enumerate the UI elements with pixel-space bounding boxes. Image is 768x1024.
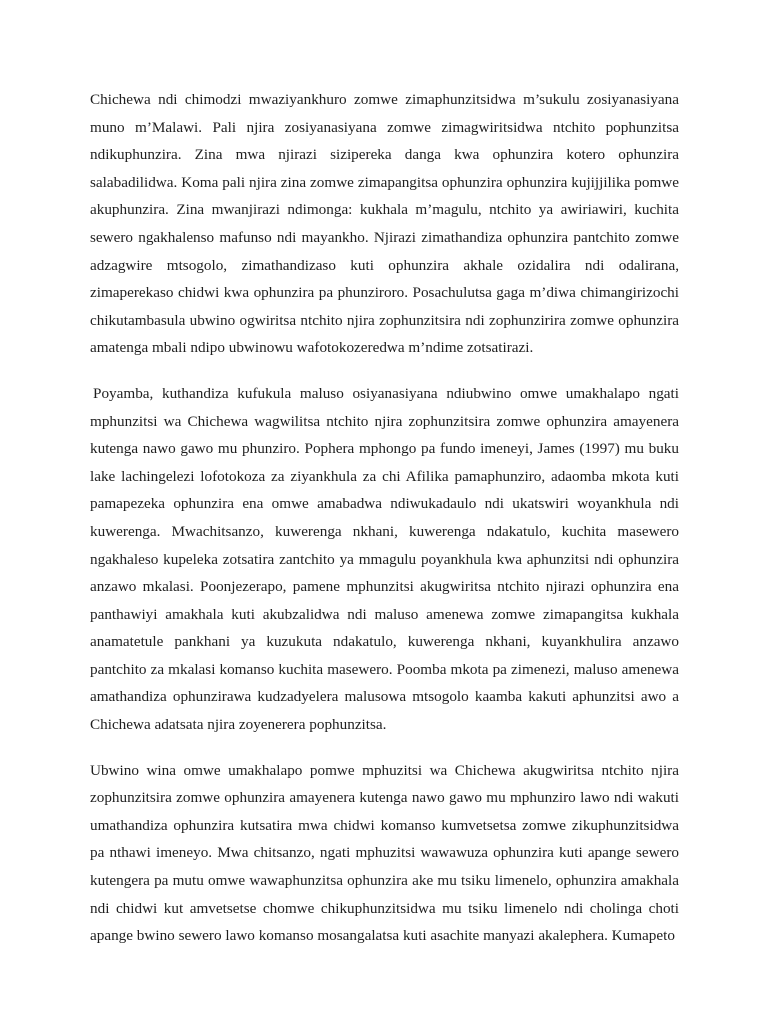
- paragraph-intro: Chichewa ndi chimodzi mwaziyankhuro zomwe zimaphunzitsidwa m’sukulu zosiyanasiyana muno m’Malawi. Pali njira zosiyanasiyana zomwe zimagwiritsidwa ntchito pophunzitsa ndikuphunzira. Zina mwa njirazi sizipereka danga kwa ophunzira kotero ophunzira salabadilidwa. Koma pali njira zina zomwe zimapangitsa ophunzira ophunzira kujijjilika pomwe akuphunzira. Zina mwanjirazi ndimonga: kukhala m’magulu, ntchito ya awiriawiri, kuchita sewero ngakhalenso mafunso ndi mayankho. Njirazi zimathandiza ophunzira pantchito zomwe adzagwire mtsogolo, zimathandizaso kuti ophunzira akhale ozidalira ndi odalirana, zimaperekaso chidwi kwa ophunzira pa phunziroro. Posachulutsa gaga m’diwa chimangirizochi chikutambasula ubwino ogwiritsa ntchito njira zophunzitsira ndi zophunzirira zomwe ophunzira amatenga mbali ndipo ubwinowu wafotokozeredwa m’ndime zotsatirazi.: [90, 91, 679, 357]
- paragraph-attention: Ubwino wina omwe umakhalapo pomwe mphuzitsi wa Chichewa akugwiritsa ntchito njira zophunzitsira zomwe ophunzira amayenera kutenga nawo gawo mu mphunziro lawo ndi wakuti umathandiza ophunzira kutsatira mwa chidwi komanso kumvetsetsa zomwe zikuphunzitsidwa pa nthawi imeneyo. Mwa chitsanzo, ngati mphuzitsi wawawuza ophunzira kuti apange sewero kutengera pa mutu omwe wawaphunzitsa ophunzira ake mu tsiku limenelo, ophunzira amakhala ndi chidwi kut amvetsetse chomwe chikuphunzitsidwa mu tsiku limenelo ndi cholinga choti apange bwino sewero lawo komanso mosangalatsa kuti asachite manyazi akalephera. Kumapeto: [90, 761, 679, 945]
- document-page: [90, 86, 679, 968]
- paragraph-skills: Poyamba, kuthandiza kufukula maluso osiyanasiyana ndiubwino omwe umakhalapo ngati mphunzitsi wa Chichewa wagwilitsa ntchito njira zophunzitsira zomwe ophunzira amayenera kutenga nawo gawo mu phunziro. Pophera mphongo pa fundo imeneyi, James (1997) mu buku lake lachingelezi lofotokoza za ziyankhula za chi Afilika pamaphunziro, adaomba mkota kuti pamapezeka ophunzira ena omwe amabadwa ndiwukadaulo ndi ukatswiri woyankhula ndi kuwerenga. Mwachitsanzo, kuwerenga nkhani, kuwerenga ndakatulo, kuchita masewero ngakhaleso kupeleka zotsatira zantchito ya mmagulu poyankhula kwa aphunzitsi ndi ophunzira anzawo mkalasi. Poonjezerapo, pamene mphunzitsi akugwiritsa ntchito njirazi ophunzira ena panthawiyi amakhala kuti akubzalidwa ndi maluso amenewa zomwe zimapangitsa kukhala anamatetule pankhani ya kuzukuta ndakatulo, kuwerenga nkhani, kuyankhulira anzawo pantchito za mkalasi komanso kuchita masewero. Poomba mkota pa zimenezi, maluso amenewa amathandiza ophunzirawa kudzadyelera malusowa mtsogolo kaamba kakuti aphunzitsi awo a Chichewa adatsata njira zoyenerera pophunzitsa.: [90, 384, 679, 734]
